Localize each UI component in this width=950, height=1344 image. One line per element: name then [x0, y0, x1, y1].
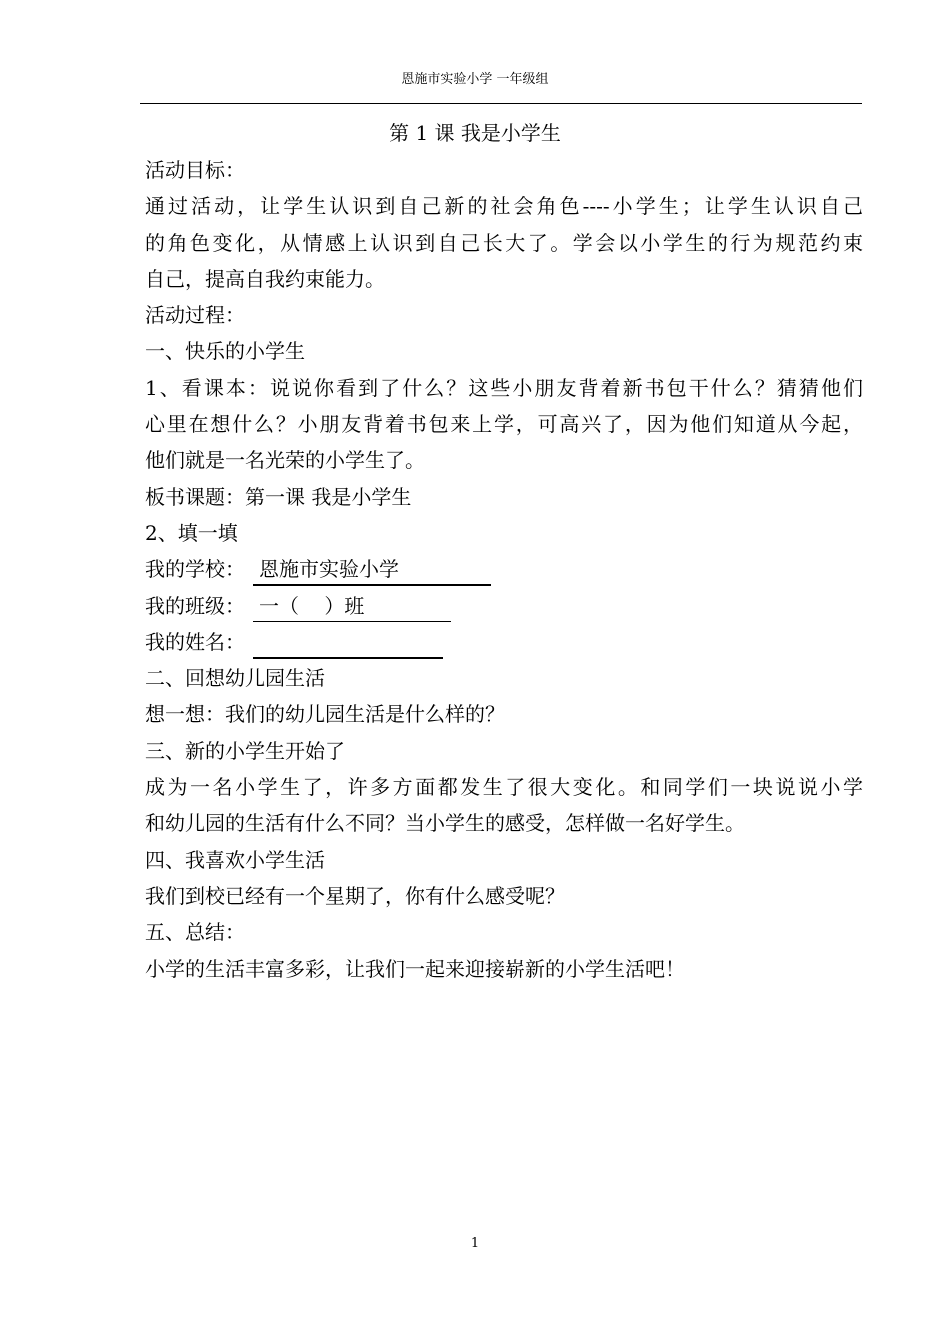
school-field[interactable]: 恩施市实验小学 [253, 554, 491, 586]
section3-line: 和幼儿园的生活有什么不同？当小学生的感受，怎样做一名好学生。 [145, 811, 745, 836]
name-field-row [145, 624, 863, 660]
section-heading-2: 二、回想幼儿园生活 [145, 666, 325, 691]
name-field[interactable] [253, 627, 443, 659]
section-heading-5: 五、总结： [145, 920, 245, 945]
goal-heading: 活动目标： [145, 158, 245, 182]
page-number: 1 [470, 1236, 480, 1251]
class-label: 我的班级： [145, 593, 245, 618]
board-title: 板书课题：第一课 我是小学生 [145, 484, 412, 509]
lesson-title: 第 1 课 我是小学生 [389, 121, 561, 145]
section-heading-3: 三、新的小学生开始了 [145, 738, 345, 763]
section4-line: 我们到校已经有一个星期了，你有什么感受呢？ [145, 883, 565, 908]
process-heading: 活动过程： [145, 303, 245, 328]
fill-heading: 2、填一填 [145, 520, 238, 545]
section-heading-1: 一、快乐的小学生 [145, 339, 305, 364]
goal-line: 通过活动，让学生认识到自己新的社会角色----小学生；让学生认识自己 [145, 194, 863, 219]
section2-line: 想一想：我们的幼儿园生活是什么样的？ [145, 702, 505, 727]
section3-line: 成为一名小学生了，许多方面都发生了很大变化。和同学们一块说说小学 [145, 775, 863, 800]
section-heading-4: 四、我喜欢小学生活 [145, 847, 325, 872]
page-header: 恩施市实验小学 一年级组 [401, 72, 549, 87]
section1-line: 他们就是一名光荣的小学生了。 [145, 448, 425, 473]
header-rule [140, 103, 862, 104]
document-body [145, 152, 863, 987]
section1-line: 1、看课本：说说你看到了什么？这些小朋友背着新书包干什么？猜猜他们 [145, 375, 863, 400]
class-field[interactable]: 一（ ）班 [253, 591, 451, 622]
goal-line: 自己，提高自我约束能力。 [145, 266, 385, 291]
goal-line: 的角色变化，从情感上认识到自己长大了。学会以小学生的行为规范约束 [145, 230, 863, 255]
school-field-row [145, 551, 863, 587]
section5-line: 小学的生活丰富多彩，让我们一起来迎接崭新的小学生活吧！ [145, 956, 685, 981]
section1-line: 心里在想什么？小朋友背着书包来上学，可高兴了，因为他们知道从今起， [145, 412, 863, 437]
class-field-row [145, 588, 863, 624]
name-label: 我的姓名： [145, 629, 245, 654]
school-label: 我的学校： [145, 557, 245, 582]
